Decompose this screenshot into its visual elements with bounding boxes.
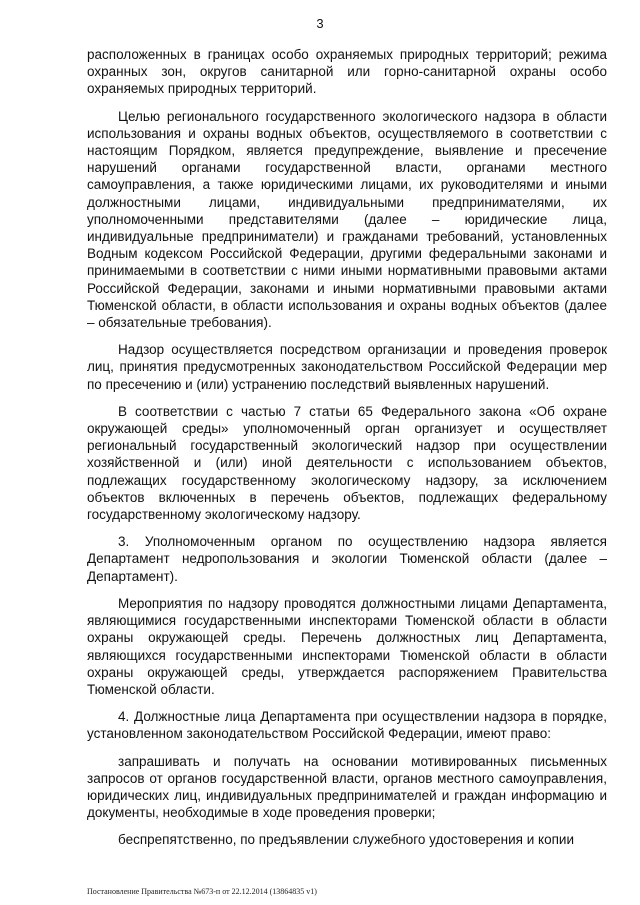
paragraph-request-documents: запрашивать и получать на основании мотивированных письменных запросов от органов государственной власти, органов местного самоуправления, юридических лиц, индивидуальных предпринимателей и граждан информацию и документы, необходимые в ходе проведения проверки;	[87, 753, 607, 821]
document-footer: Постановление Правительства №673-п от 22.12.2014 (13864835 v1)	[87, 887, 317, 896]
paragraph-continuation: расположенных в границах особо охраняемых природных территорий; режима охранных зон, округов санитарной или горно-санитарной охраны особо охраняемых природных территорий.	[87, 47, 607, 97]
paragraph-inspectors: Мероприятия по надзору проводятся должностными лицами Департамента, являющимися государственными инспекторами Тюменской области в области охраны окружающей среды. Перечень должностных лиц Департамента, являющихся государственными инспекторами Тюменской области в области охраны окружающей среды, утверждается распоряжением Правительства Тюменской области.	[87, 595, 607, 697]
paragraph-federal-law: В соответствии с частью 7 статьи 65 Федерального закона «Об охране окружающей среды» уполномоченный орган организует и осуществляет региональный государственный экологический надзор при осуществлении хозяйственной и (или) иной деятельности с использованием объектов, подлежащих государственному экологическому надзору, за исключением объектов включенных в перечень объектов, подлежащих федеральному государственному экологическому надзору.	[87, 403, 607, 523]
paragraph-officials-rights: 4. Должностные лица Департамента при осуществлении надзора в порядке, установленном законодательством Российской Федерации, имеют право:	[87, 709, 607, 742]
paragraph-authorized-body: 3. Уполномоченным органом по осуществлению надзора является Департамент недропользования и экологии Тюменской области (далее – Департамент).	[87, 534, 607, 584]
paragraph-purpose: Целью регионального государственного экологического надзора в области использования и охраны водных объектов, осуществляемого в соответствии с настоящим Порядком, является предупреждение, выявление и пресечение нарушений органами государственной власти, органами местного самоуправления, а также юридическими лицами, их руководителями и иными должностными лицами, индивидуальными предпринимателями, их уполномоченными представителями (далее – юридические лица, индивидуальные предприниматели) и гражданами требований, установленных Водным кодексом Российской Федерации, другими федеральными законами и принимаемыми в соответствии с ними иными нормативными правовыми актами Российской Федерации, законами и иными нормативными правовыми актами Тюменской области, в области использования и охраны водных объектов (далее – обязательные требования).	[87, 108, 607, 331]
paragraph-unimpeded-access: беспрепятственно, по предъявлении служебного удостоверения и копии	[118, 832, 574, 848]
page-number: 3	[316, 16, 324, 31]
document-body	[87, 46, 607, 859]
paragraph-supervision-method: Надзор осуществляется посредством организации и проведения проверок лиц, принятия предусмотренных законодательством Российской Федерации мер по пресечению и (или) устранению последствий выявленных нарушений.	[87, 342, 607, 392]
